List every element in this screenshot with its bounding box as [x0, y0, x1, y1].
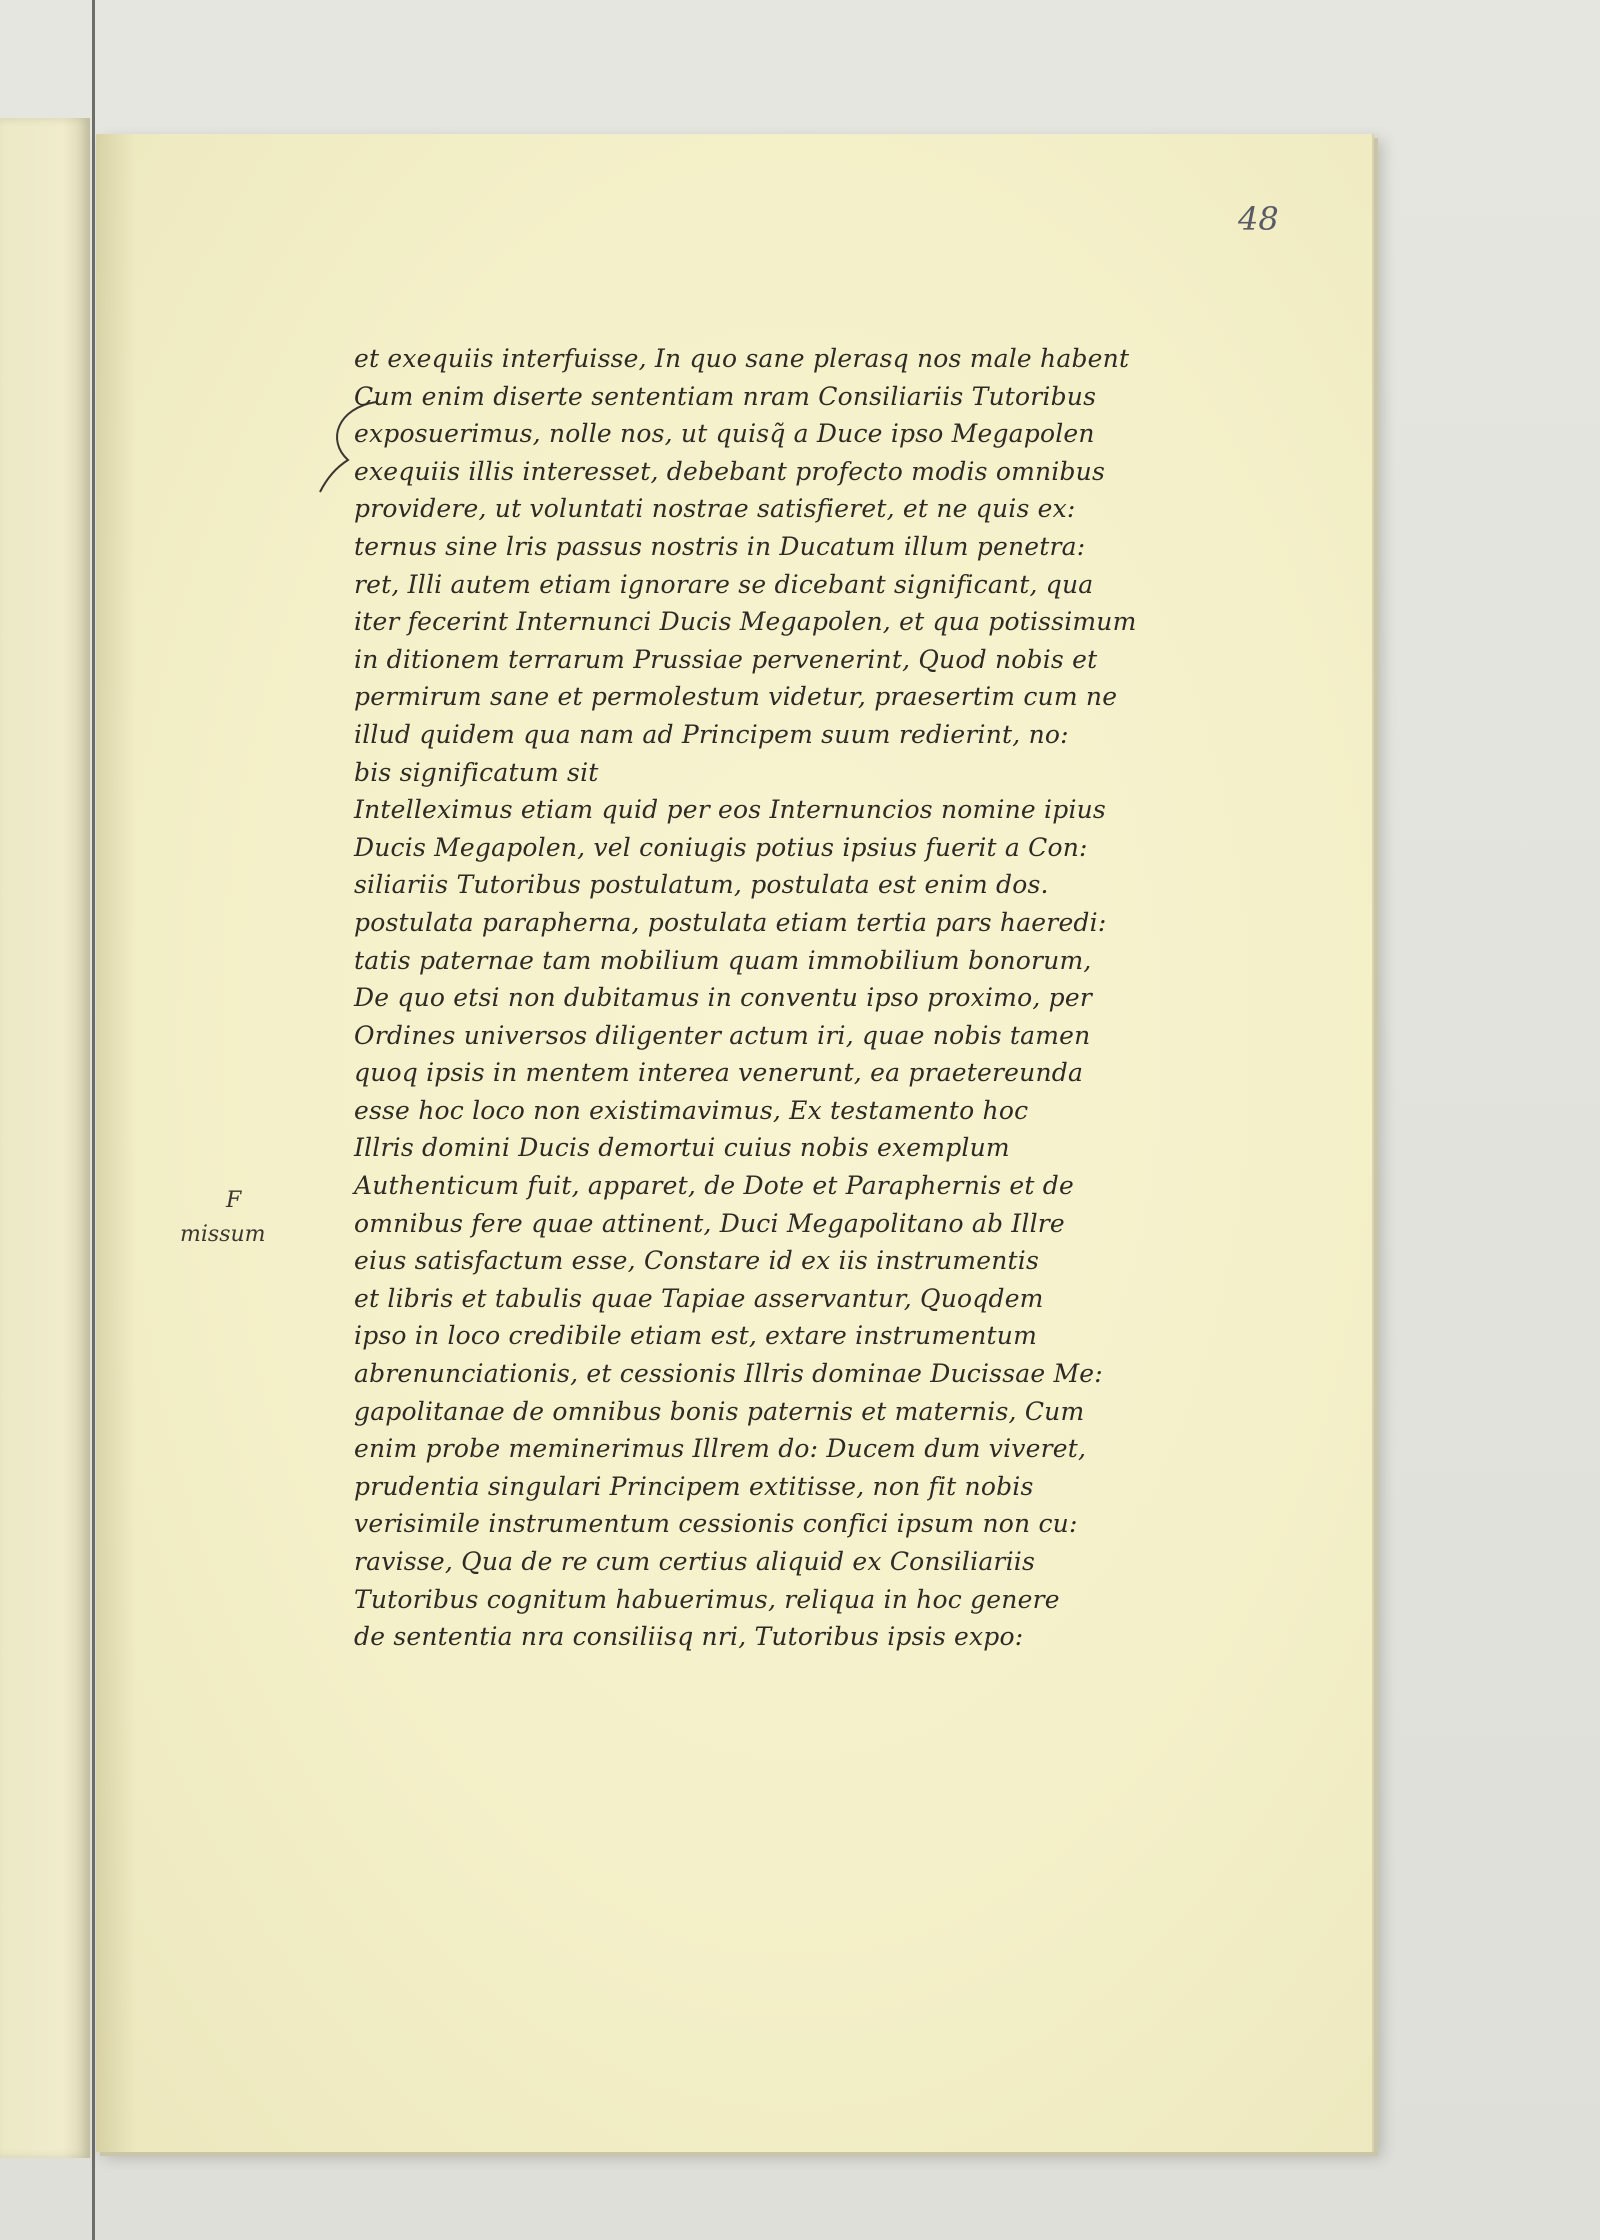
previous-page-edge: [0, 118, 90, 2158]
text-line: postulata parapherna, postulata etiam tertia pars haeredi:: [354, 907, 1107, 937]
text-line: ipso in loco credibile etiam est, extare instrumentum: [354, 1321, 1037, 1351]
text-line: de sententia nra consiliisq nri, Tutoribus ipsis expo:: [354, 1622, 1024, 1652]
margin-note: missum: [180, 1222, 266, 1247]
text-line: ravisse, Qua de re cum certius aliquid ex Consiliariis: [354, 1547, 1035, 1576]
text-line: Ordines universos diligenter actum iri, quae nobis tamen: [354, 1020, 1091, 1050]
scanner-edge-line: [92, 0, 95, 2240]
text-line: ret, Illi autem etiam ignorare se dicebant significant, qua: [354, 569, 1094, 599]
text-line: enim probe meminerimus Illrem do: Ducem dum viveret,: [354, 1434, 1087, 1464]
text-line: quoq ipsis in mentem interea venerunt, ea praetereunda: [354, 1058, 1084, 1088]
text-line: prudentia singulari Principem extitisse, non fit nobis: [354, 1471, 1034, 1501]
text-line: Cum enim diserte sententiam nram Consiliariis Tutoribus: [354, 381, 1097, 411]
text-line: verisimile instrumentum cessionis confici ipsum non cu:: [354, 1509, 1078, 1539]
margin-mark: F: [226, 1188, 242, 1213]
text-line: Ducis Megapolen, vel coniugis potius ipsius fuerit a Con:: [354, 832, 1088, 862]
text-line: Intelleximus etiam quid per eos Internuncios nomine ipius: [354, 795, 1106, 825]
text-line: iter fecerint Internunci Ducis Megapolen, et qua potissimum: [354, 607, 1137, 637]
page-gutter-shadow: [96, 134, 136, 2152]
text-line: omnibus fere quae attinent, Duci Megapolitano ab Illre: [354, 1208, 1065, 1238]
text-line: bis significatum sit: [354, 757, 599, 787]
text-line: tatis paternae tam mobilium quam immobilium bonorum,: [354, 945, 1092, 975]
text-line: siliariis Tutoribus postulatum, postulata est enim dos.: [354, 870, 1049, 900]
text-line: exposuerimus, nolle nos, ut quisq̃ a Duce ipso Megapolen: [354, 419, 1095, 449]
text-line: abrenunciationis, et cessionis Illris dominae Ducissae Me:: [354, 1359, 1103, 1389]
text-line: esse hoc loco non existimavimus, Ex testamento hoc: [354, 1095, 1029, 1125]
text-line: gapolitanae de omnibus bonis paternis et maternis, Cum: [354, 1396, 1085, 1426]
text-line: et exequiis interfuisse, In quo sane plerasq nos male habent: [354, 344, 1130, 373]
text-line: Illris domini Ducis demortui cuius nobis exemplum: [354, 1133, 1010, 1163]
text-line: Authenticum fuit, apparet, de Dote et Paraphernis et de: [354, 1171, 1074, 1201]
text-line: Tutoribus cognitum habuerimus, reliqua in hoc genere: [354, 1584, 1060, 1614]
text-line: De quo etsi non dubitamus in conventu ipso proximo, per: [354, 983, 1092, 1013]
text-line: exequiis illis interesset, debebant profecto modis omnibus: [354, 456, 1106, 486]
manuscript-text: [354, 340, 1214, 1656]
text-line: permirum sane et permolestum videtur, praesertim cum ne: [354, 682, 1118, 712]
text-line: eius satisfactum esse, Constare id ex iis instrumentis: [354, 1246, 1039, 1276]
text-line: providere, ut voluntati nostrae satisfieret, et ne quis ex:: [354, 494, 1076, 524]
text-line: in ditionem terrarum Prussiae pervenerint, Quod nobis et: [354, 644, 1098, 674]
text-line: et libris et tabulis quae Tapiae asservantur, Quoqdem: [354, 1283, 1044, 1313]
text-line: ternus sine lris passus nostris in Ducatum illum penetra:: [354, 531, 1086, 561]
folio-number: 48: [1238, 200, 1279, 238]
text-line: illud quidem qua nam ad Principem suum redierint, no:: [354, 719, 1069, 749]
